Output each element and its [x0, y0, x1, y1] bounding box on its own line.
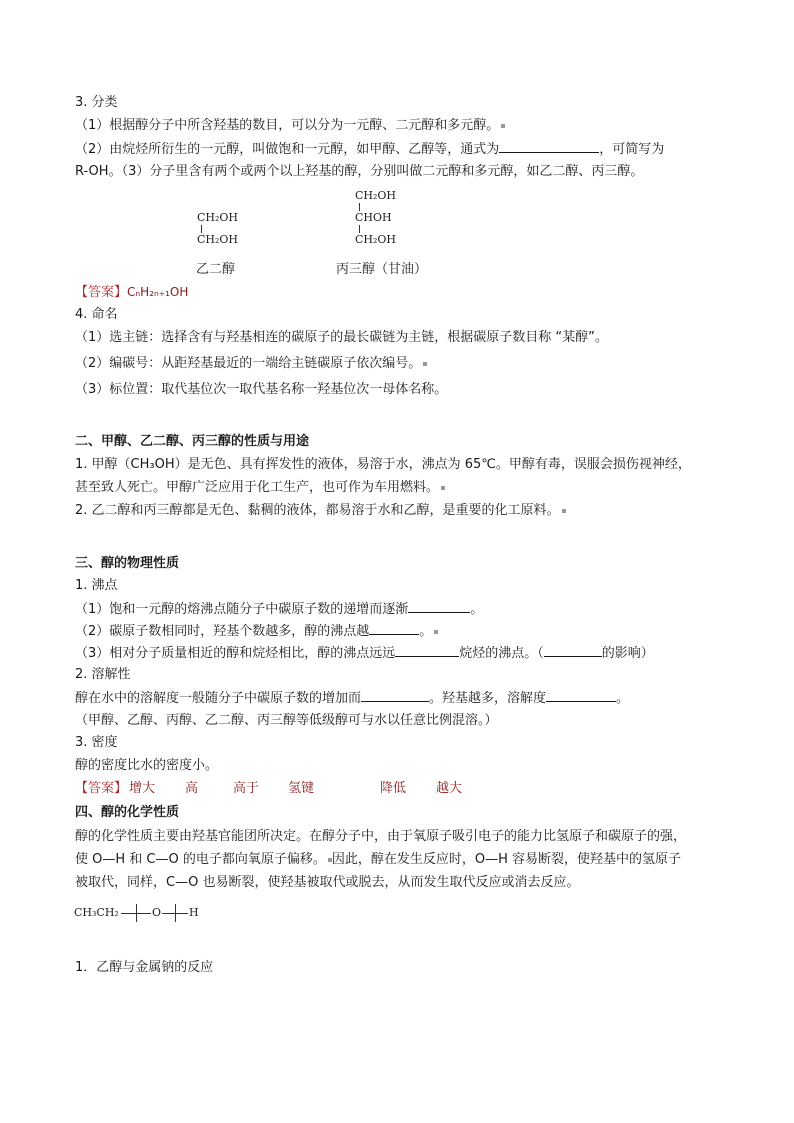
cleavage-mark [136, 904, 137, 922]
ethylene-glycol-caption: 乙二醇 [196, 262, 236, 277]
formula-blank [499, 138, 599, 153]
section2-p1: 1. 甲醇（CH₃OH）是无色、具有挥发性的液体，易溶于水，沸点为 65℃。甲醇有毒，误服会损伤视神经， [75, 457, 691, 472]
naming-p1: （1）选主链：选择含有与羟基相连的碳原子的最长碳链为主链，根据碳原子数目称 “某醇”。 [75, 330, 608, 345]
anchor-icon [423, 362, 427, 366]
hydrogen-atom: H [189, 906, 199, 919]
anchor-icon [441, 486, 445, 490]
answer-blank [361, 687, 429, 702]
answer-value: 增大 [129, 781, 156, 796]
section4-p2: 使 O—H 和 C—O 的电子都向氧原子偏移。 因此，醇在发生反应时，O—H 容易断裂，使羟基中的氢原子 [75, 852, 681, 867]
ethylene-glycol-top: CH₂OH [197, 211, 239, 224]
density-heading: 3. 密度 [75, 735, 118, 750]
glycerol-middle: CHOH [355, 211, 392, 224]
answer-blank [544, 642, 602, 657]
glycerol-top: CH₂OH [355, 189, 397, 202]
naming-p2: （2）编碳号：从距羟基最近的一端给主链碳原子依次编号。 [75, 353, 427, 375]
answer-value: 越大 [436, 781, 463, 796]
density-d1: 醇的密度比水的密度小。 [75, 758, 219, 773]
answer-formula: CₙH₂ₙ₊₁OH [127, 285, 189, 299]
solubility-s2: （甲醇、乙醇、丙醇、乙二醇、丙三醇等低级醇可与水以任意比例混溶。） [75, 713, 498, 728]
classification-p1: （1）根据醇分子中所含羟基的数目，可以分为一元醇、二元醇和多元醇。 [75, 115, 505, 137]
solubility-s1: 醇在水中的溶解度一般随分子中碳原子数的增加而 。羟基越多，溶解度 。 [75, 687, 629, 709]
section2-p2: 2. 乙二醇和丙三醇都是无色、黏稠的液体，都易溶于水和乙醇，是重要的化工原料。 [75, 500, 566, 522]
answer-value: 氢键 [288, 781, 315, 796]
section2-p1b: 甚至致人死亡。甲醇广泛应用于化工生产，也可作为车用燃料。 [75, 477, 445, 499]
classification-p2: （2）由烷烃所衍生的一元醇，叫做饱和一元醇，如甲醇、乙醇等，通式为 ，可简写为 [75, 138, 664, 160]
naming-heading: 4. 命名 [75, 307, 118, 322]
ethanol-fragment: CH₃CH₂ [74, 906, 119, 919]
section4-p1: 醇的化学性质主要由羟基官能团所决定。在醇分子中，由于氧原子吸引电子的能力比氢原子和碳原子的强， [75, 829, 687, 844]
glycerol-caption: 丙三醇（甘油） [336, 262, 428, 277]
ethylene-glycol-bottom: CH₂OH [197, 233, 239, 246]
answer-value: 高 [185, 781, 199, 796]
classification-heading: 3. 分类 [75, 95, 118, 110]
section3-heading: 三、醇的物理性质 [75, 556, 180, 571]
answer-blank [408, 598, 470, 613]
boiling-b2: （2）碳原子数相同时，羟基个数越多，醇的沸点越 。 [75, 620, 438, 642]
answer-value: 降低 [380, 781, 407, 796]
bond-line [359, 225, 360, 233]
anchor-icon [562, 509, 566, 513]
solubility-heading: 2. 溶解性 [75, 667, 131, 682]
glycerol-bottom: CH₂OH [355, 233, 397, 246]
answer-blank [546, 687, 616, 702]
answer-blank [395, 642, 459, 657]
section2-heading: 二、甲醇、乙二醇、丙三醇的性质与用途 [75, 434, 310, 449]
cleavage-mark [175, 904, 176, 922]
classification-p3: R-OH。（3）分子里含有两个或两个以上羟基的醇，分别叫做二元醇和多元醇，如乙二醇、丙三醇。 [75, 164, 644, 179]
anchor-icon [434, 630, 438, 634]
section4-heading: 四、醇的化学性质 [75, 805, 180, 820]
answer-blank [369, 620, 419, 635]
classification-answer [75, 281, 188, 303]
boiling-heading: 1. 沸点 [75, 578, 118, 593]
boiling-b1: （1）饱和一元醇的熔沸点随分子中碳原子数的递增而逐渐 。 [75, 598, 483, 620]
section4-p3: 被取代，同样，C—O 也易断裂，使羟基被取代或脱去，从而发生取代反应或消去反应。 [75, 875, 580, 890]
section4-sub1: 1．乙醇与金属钠的反应 [75, 960, 214, 975]
boiling-b3: （3）相对分子质量相近的醇和烷烃相比，醇的沸点远远 烷烃的沸点。（ 的影响） [75, 642, 654, 664]
section3-answers [75, 778, 575, 800]
bond-line [201, 225, 202, 233]
oxygen-atom: O [152, 906, 162, 919]
answer-value: 高于 [233, 781, 260, 796]
bond-line [359, 203, 360, 211]
anchor-icon [501, 124, 505, 128]
naming-p3: （3）标位置：取代基位次一取代基名称一羟基位次一母体名称。 [75, 382, 448, 397]
answer-tag: 【答案】 [75, 781, 128, 796]
answer-tag: 【答案】 [75, 285, 128, 300]
